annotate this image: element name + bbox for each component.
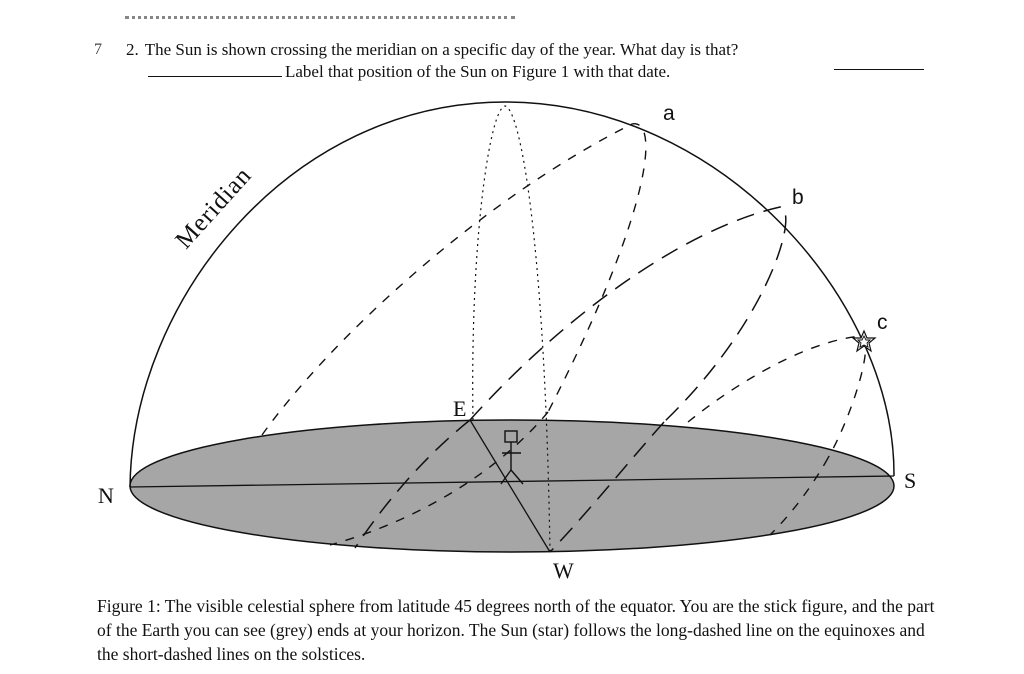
- sun-path-a-label: a: [663, 102, 675, 125]
- meridian-label: Meridian: [170, 161, 258, 255]
- figure-caption: Figure 1: The visible celestial sphere from latitude 45 degrees north of the equator. You are the stick figure, and the part of the Earth you can see (grey) ends at your horizon. The Sun (star) follows the long-dashed line on the equinoxes and the short-dashed lines on the solstices.: [97, 596, 935, 664]
- sun-path-c-label: c: [877, 311, 888, 334]
- question-number: 2.: [126, 40, 139, 59]
- summer-solstice-path: [262, 124, 646, 435]
- margin-mark: 7: [94, 41, 102, 58]
- question-instruction: Label that position of the Sun on Figure 1 with that date.: [285, 62, 671, 81]
- west-label: W: [553, 558, 574, 583]
- question-text: The Sun is shown crossing the meridian on a specific day of the year. What day is that?: [144, 40, 739, 59]
- north-label: N: [98, 483, 114, 508]
- sun-star-icon: [853, 331, 875, 351]
- sun-path-b-label: b: [792, 186, 804, 209]
- east-label: E: [453, 396, 467, 421]
- south-label: S: [904, 468, 917, 493]
- equinox-path: [470, 207, 786, 422]
